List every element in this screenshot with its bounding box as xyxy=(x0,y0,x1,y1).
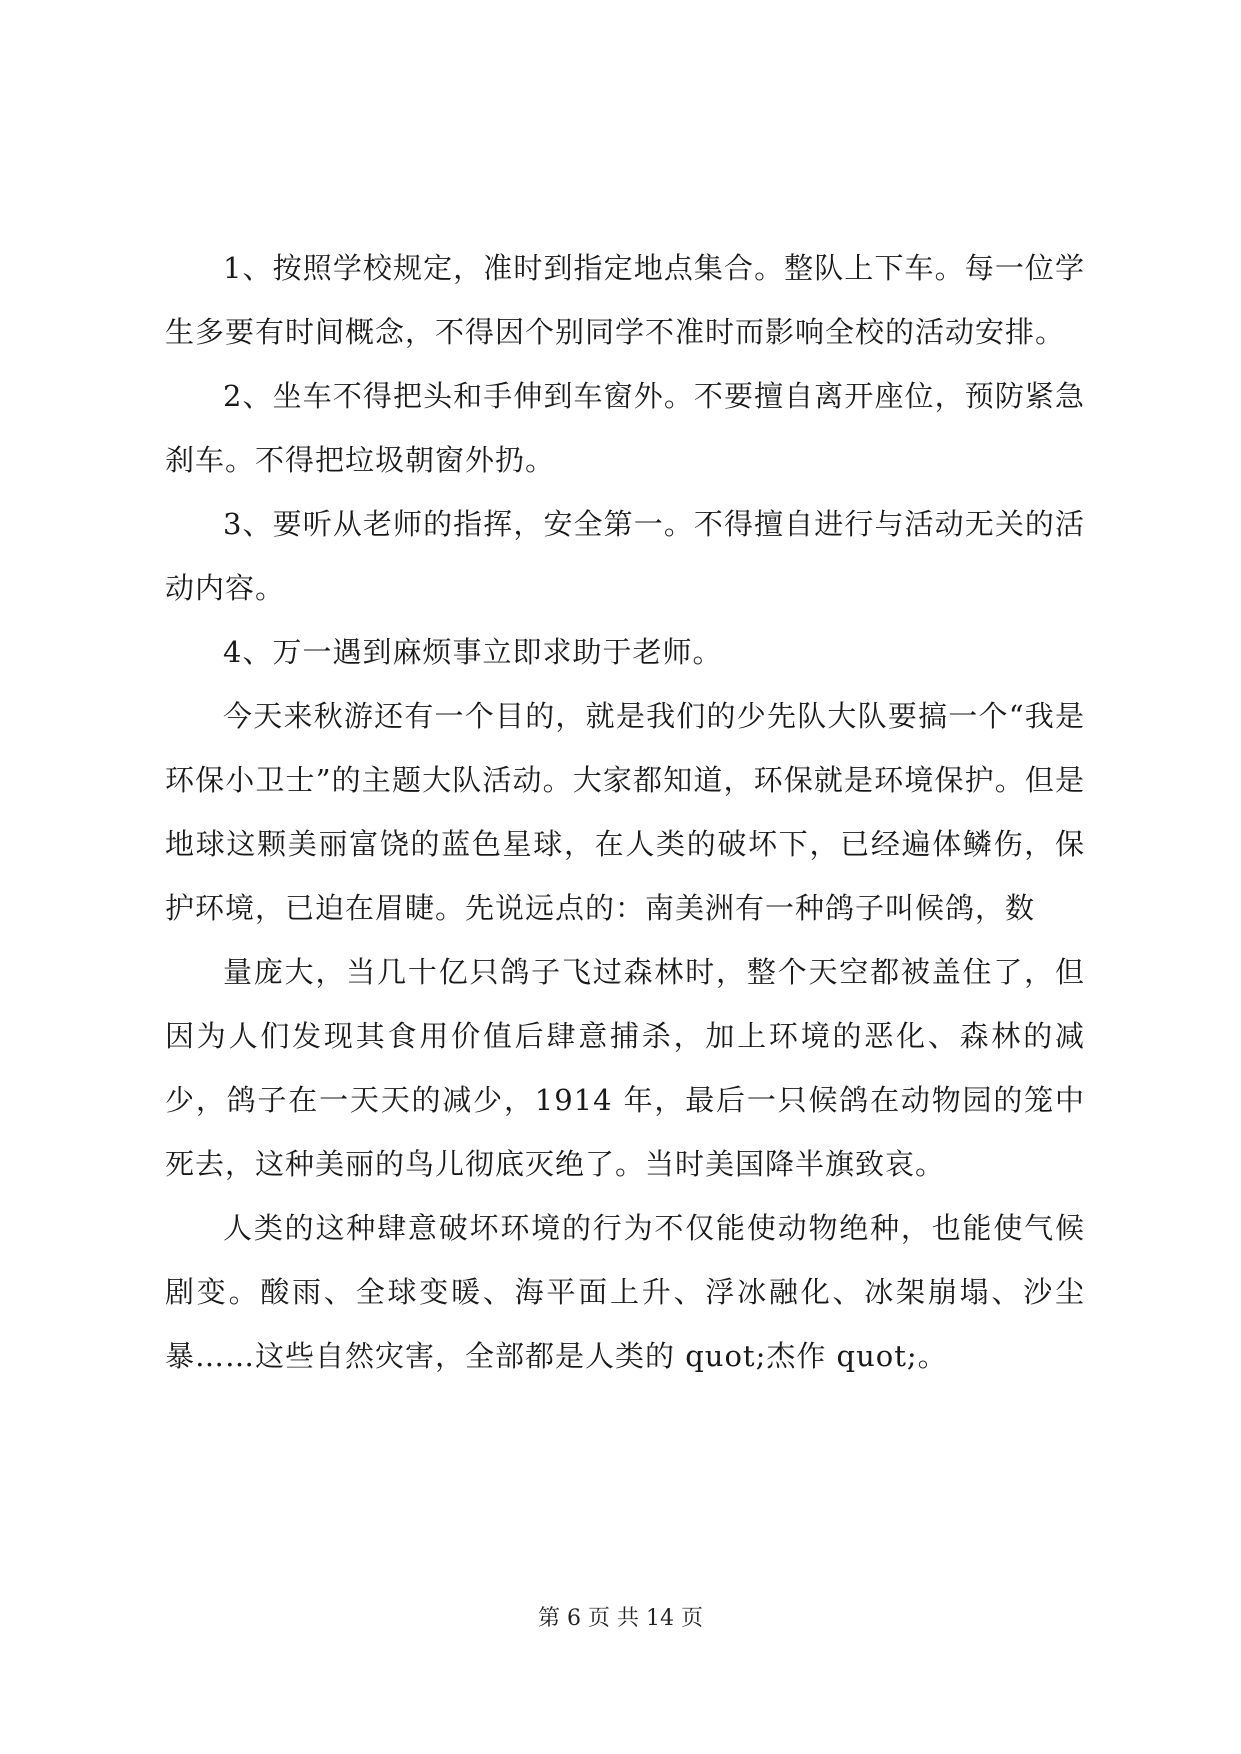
paragraph-5: 今天来秋游还有一个目的，就是我们的少先队大队要搞一个“我是环保小卫士”的主题大队活动。大家都知道，环保就是环境保护。但是地球这颗美丽富饶的蓝色星球，在人类的破坏下，已经遍体鳞伤，保护环境，已迫在眉睫。先说远点的：南美洲有一种鸽子叫候鸽，数 xyxy=(165,699,1085,925)
paragraph-1: 1、按照学校规定，准时到指定地点集合。整队上下车。每一位学生多要有时间概念，不得因个别同学不准时而影响全校的活动安排。 xyxy=(165,251,1085,349)
paragraph-3: 3、要听从老师的指挥，安全第一。不得擅自进行与活动无关的活动内容。 xyxy=(165,507,1085,605)
paragraph-6: 量庞大，当几十亿只鸽子飞过森林时，整个天空都被盖住了，但因为人们发现其食用价值后肆意捕杀，加上环境的恶化、森林的减少，鸽子在一天天的减少，1914 年，最后一只候鸽在动物园的笼中死去，这种美丽的鸟儿彻底灭绝了。当时美国降半旗致哀。 xyxy=(165,955,1085,1181)
page-number-footer: 第 6 页 共 14 页 xyxy=(538,1606,703,1631)
paragraph-7: 人类的这种肆意破坏环境的行为不仅能使动物绝种，也能使气候剧变。酸雨、全球变暖、海平面上升、浮冰融化、冰架崩塌、沙尘暴……这些自然灾害，全部都是人类的 quot;杰作 quot;。 xyxy=(165,1211,1085,1373)
paragraph-2: 2、坐车不得把头和手伸到车窗外。不要擅自离开座位，预防紧急刹车。不得把垃圾朝窗外扔。 xyxy=(165,379,1085,477)
document-body xyxy=(165,236,1085,1388)
paragraph-4: 4、万一遇到麻烦事立即求助于老师。 xyxy=(223,635,723,669)
